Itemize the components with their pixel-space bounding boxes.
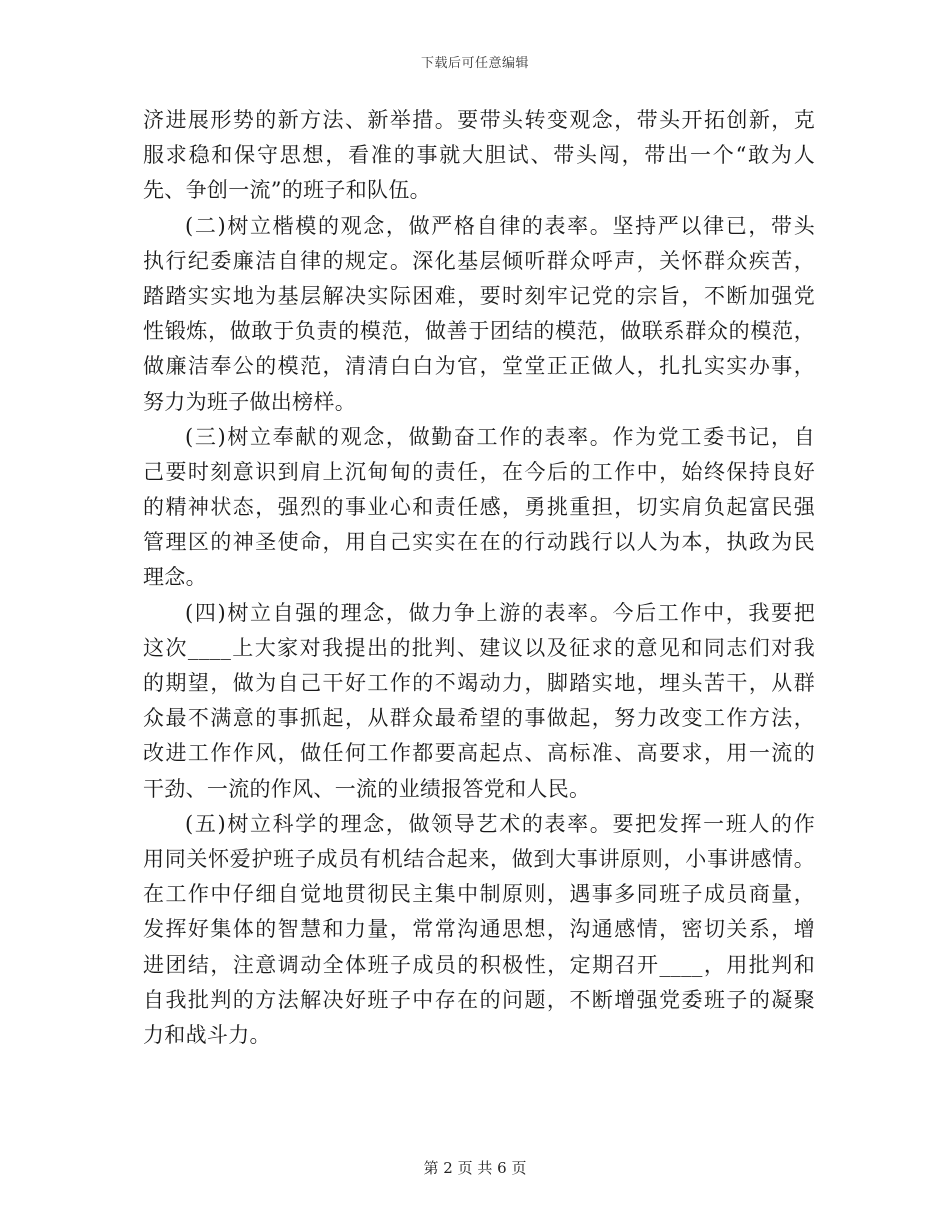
text-line: 发挥好集体的智慧和力量，常常沟通思想，沟通感情，密切关系，增 [143, 917, 815, 942]
paragraph [143, 209, 815, 420]
text-line: (五)树立科学的理念，做领导艺术的表率。要把发挥一班人的作 [185, 811, 815, 836]
text-line: 服求稳和保守思想，看准的事就大胆试、带头闯，带出一个“敢为人 [143, 143, 815, 168]
document-body [143, 103, 815, 1053]
text-line: 执行纪委廉洁自律的规定。深化基层倾听群众呼声，关怀群众疾苦， [143, 248, 815, 273]
text-line: 己要时刻意识到肩上沉甸甸的责任，在今后的工作中，始终保持良好 [143, 459, 815, 484]
text-line: 自我批判的方法解决好班子中存在的问题，不断增强党委班子的凝聚 [143, 987, 815, 1012]
text-line: 进团结，注意调动全体班子成员的积极性，定期召开____，用批判和 [143, 952, 815, 977]
text-line: 济进展形势的新方法、新举措。要带头转变观念，带头开拓创新，克 [143, 108, 815, 132]
text-line: 性锻炼，做敢于负责的模范，做善于团结的模范，做联系群众的模范， [143, 319, 815, 344]
text-line: 的精神状态，强烈的事业心和责任感，勇挑重担，切实肩负起富民强 [143, 495, 815, 520]
text-line: 先、争创一流”的班子和队伍。 [143, 178, 431, 203]
page-header: 下载后可任意编辑 [420, 56, 529, 71]
text-line: 踏踏实实地为基层解决实际困难，要时刻牢记党的宗旨，不断加强党 [143, 283, 815, 308]
text-line: 在工作中仔细自觉地贯彻民主集中制原则，遇事多同班子成员商量， [143, 882, 815, 907]
text-line: (四)树立自强的理念，做力争上游的表率。今后工作中，我要把 [185, 600, 815, 625]
text-line: 做廉洁奉公的模范，清清白白为官，堂堂正正做人，扎扎实实办事， [143, 354, 815, 379]
text-line: 改进工作作风，做任何工作都要高起点、高标准、高要求，用一流的 [143, 741, 815, 766]
text-line: 干劲、一流的作风、一流的业绩报答党和人民。 [143, 776, 591, 801]
paragraph [143, 596, 815, 807]
paragraph [143, 103, 815, 209]
text-line: 理念。 [143, 565, 207, 590]
paragraph [143, 807, 815, 1053]
text-line: 力和战斗力。 [143, 1022, 271, 1047]
paragraph [143, 420, 815, 596]
text-line: 努力为班子做出榜样。 [143, 389, 356, 414]
text-line: 这次____上大家对我提出的批判、建议以及征求的意见和同志们对我 [143, 635, 815, 660]
text-line: (三)树立奉献的观念，做勤奋工作的表率。作为党工委书记，自 [185, 424, 815, 449]
text-line: 的期望，做为自己干好工作的不竭动力，脚踏实地，埋头苦干，从群 [143, 671, 815, 695]
text-line: 用同关怀爱护班子成员有机结合起来，做到大事讲原则，小事讲感情。 [143, 846, 815, 871]
page-number: 第 2 页 共 6 页 [423, 1159, 527, 1177]
text-line: 管理区的神圣使命，用自己实实在在的行动践行以人为本，执政为民 [143, 530, 815, 555]
text-line: 众最不满意的事抓起，从群众最希望的事做起，努力改变工作方法， [143, 706, 815, 731]
text-line: (二)树立楷模的观念，做严格自律的表率。坚持严以律已，带头 [185, 213, 815, 238]
